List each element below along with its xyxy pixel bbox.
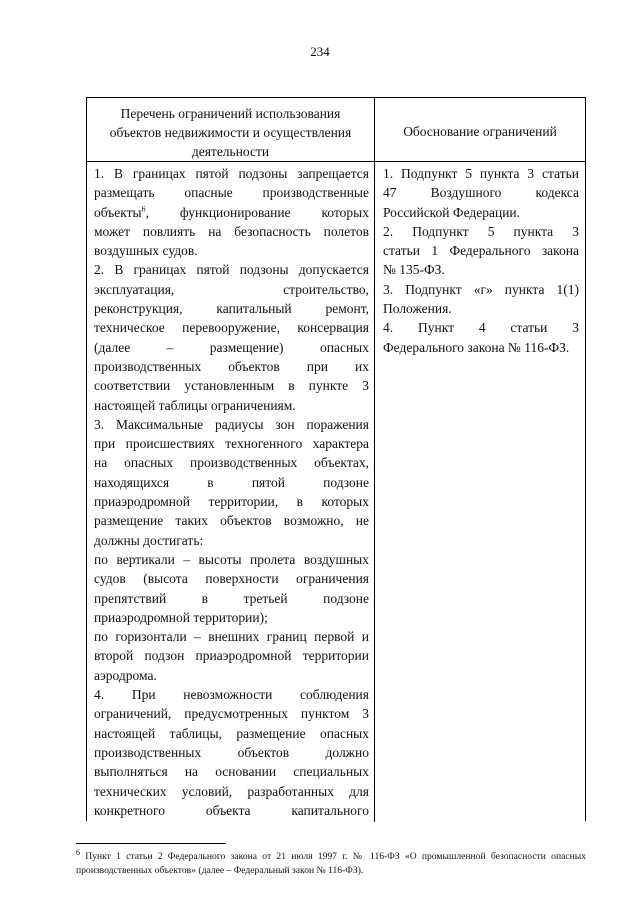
restriction-text-line: соответствии установленным в пункте 3 xyxy=(94,378,369,394)
restriction-text-line: (далее – размещение) опасных xyxy=(94,339,369,355)
footnote-text-2: производственных объектов» (далее – Федеральный закон № 116-ФЗ). xyxy=(76,865,364,876)
justification-text-line: 3. Подпункт «г» пункта 1(1) xyxy=(383,281,579,297)
justification-text-line: № 135-ФЗ. xyxy=(383,262,445,278)
restriction-text-line: настоящей таблицы, размещение опасных xyxy=(94,725,369,741)
restriction-text-line: 4. При невозможности соблюдения xyxy=(94,687,369,703)
footnote-text-1: Пункт 1 статьи 2 Федерального закона от 21 июля 1997 г. № 116-ФЗ «О промышленной безопасности опасных xyxy=(80,851,586,862)
restriction-text-line: на опасных производственных объектах, xyxy=(94,455,369,471)
justification-text-line: 1. Подпункт 5 пункта 3 статьи xyxy=(383,166,579,181)
restriction-text-line: судов (высота поверхности ограничения xyxy=(94,571,369,587)
footnote xyxy=(76,847,586,878)
restriction-text-line: приаэродромной территории, в которых xyxy=(94,494,369,510)
restriction-text-line: выполняться на основании специальных xyxy=(94,764,369,780)
header-divider xyxy=(87,161,585,162)
footnote-marker: 6 xyxy=(76,847,80,857)
header-left-line: деятельности xyxy=(191,144,270,159)
restriction-text-line: размещать опасные производственные xyxy=(94,185,369,201)
justification-text-line: Российской Федерации. xyxy=(383,204,521,220)
justification-text-line: 47 Воздушного кодекса xyxy=(383,185,579,201)
restriction-text-line: второй подзон приаэродромной территории xyxy=(94,648,369,664)
justification-text-line: статьи 1 Федерального закона xyxy=(383,243,579,259)
header-right: Обоснование ограничений xyxy=(403,124,557,139)
column-divider xyxy=(374,98,375,822)
justification-text-line: Положения. xyxy=(383,301,452,317)
header-left-line: Перечень ограничений использования xyxy=(120,106,341,121)
restriction-text-line: воздушных судов. xyxy=(94,243,198,259)
restriction-text-line: аэродрома. xyxy=(94,667,157,683)
page-number: 234 xyxy=(310,44,330,59)
restriction-text-line: объекты$^6$, функционирование которых xyxy=(94,204,369,220)
restriction-text-line: 2. В границах пятой подзоны допускается xyxy=(94,262,369,278)
footnote-ref: 6 xyxy=(141,204,146,214)
restriction-text-line: производственных объектов при их xyxy=(94,358,369,374)
restriction-text-line: приаэродромной территории); xyxy=(94,609,268,625)
restriction-text-line: эксплуатация, строительство, xyxy=(94,281,369,297)
restriction-text-line: производственных объектов должно xyxy=(94,744,369,760)
restrictions-column xyxy=(94,164,369,820)
restriction-text-line: по вертикали – высоты пролета воздушных xyxy=(94,551,369,567)
restriction-text-line: технических условий, разработанных для xyxy=(94,783,369,799)
restriction-text-line: реконструкция, капитальный ремонт, xyxy=(94,301,369,317)
restriction-text-line: должны достигать: xyxy=(94,532,204,548)
restriction-text-line: находящихся в пятой подзоне xyxy=(94,474,369,490)
restriction-text-line: техническое перевооружение, консервация xyxy=(94,320,369,336)
footnote-rule xyxy=(76,843,226,844)
header-left-line: объектов недвижимости и осуществления xyxy=(109,125,352,140)
restrictions-table xyxy=(86,97,586,821)
justification-text-line: Федерального закона № 116-ФЗ. xyxy=(383,339,570,355)
restriction-text-line: может повлиять на безопасность полетов xyxy=(94,223,369,239)
restriction-text-line: настоящей таблицы ограничениям. xyxy=(94,397,296,413)
justification-column xyxy=(383,164,579,357)
justification-text-line: 2. Подпункт 5 пункта 3 xyxy=(383,223,579,239)
restriction-text-line: препятствий в третьей подзоне xyxy=(94,590,369,606)
restriction-text-line: ограничений, предусмотренных пунктом 3 xyxy=(94,706,369,722)
header-left xyxy=(87,104,374,161)
restriction-text-line: конкретного объекта капитального xyxy=(94,802,369,818)
restriction-text-line: 1. В границах пятой подзоны запрещается xyxy=(94,166,369,181)
restriction-text-line: 3. Максимальные радиусы зон поражения xyxy=(94,416,369,432)
justification-text-line: 4. Пункт 4 статьи 3 xyxy=(383,320,579,336)
restriction-text-line: размещение таких объектов возможно, не xyxy=(94,513,369,529)
restriction-text-line: при происшествиях техногенного характера xyxy=(94,436,369,452)
restriction-text-line: по горизонтали – внешних границ первой и xyxy=(94,629,369,645)
